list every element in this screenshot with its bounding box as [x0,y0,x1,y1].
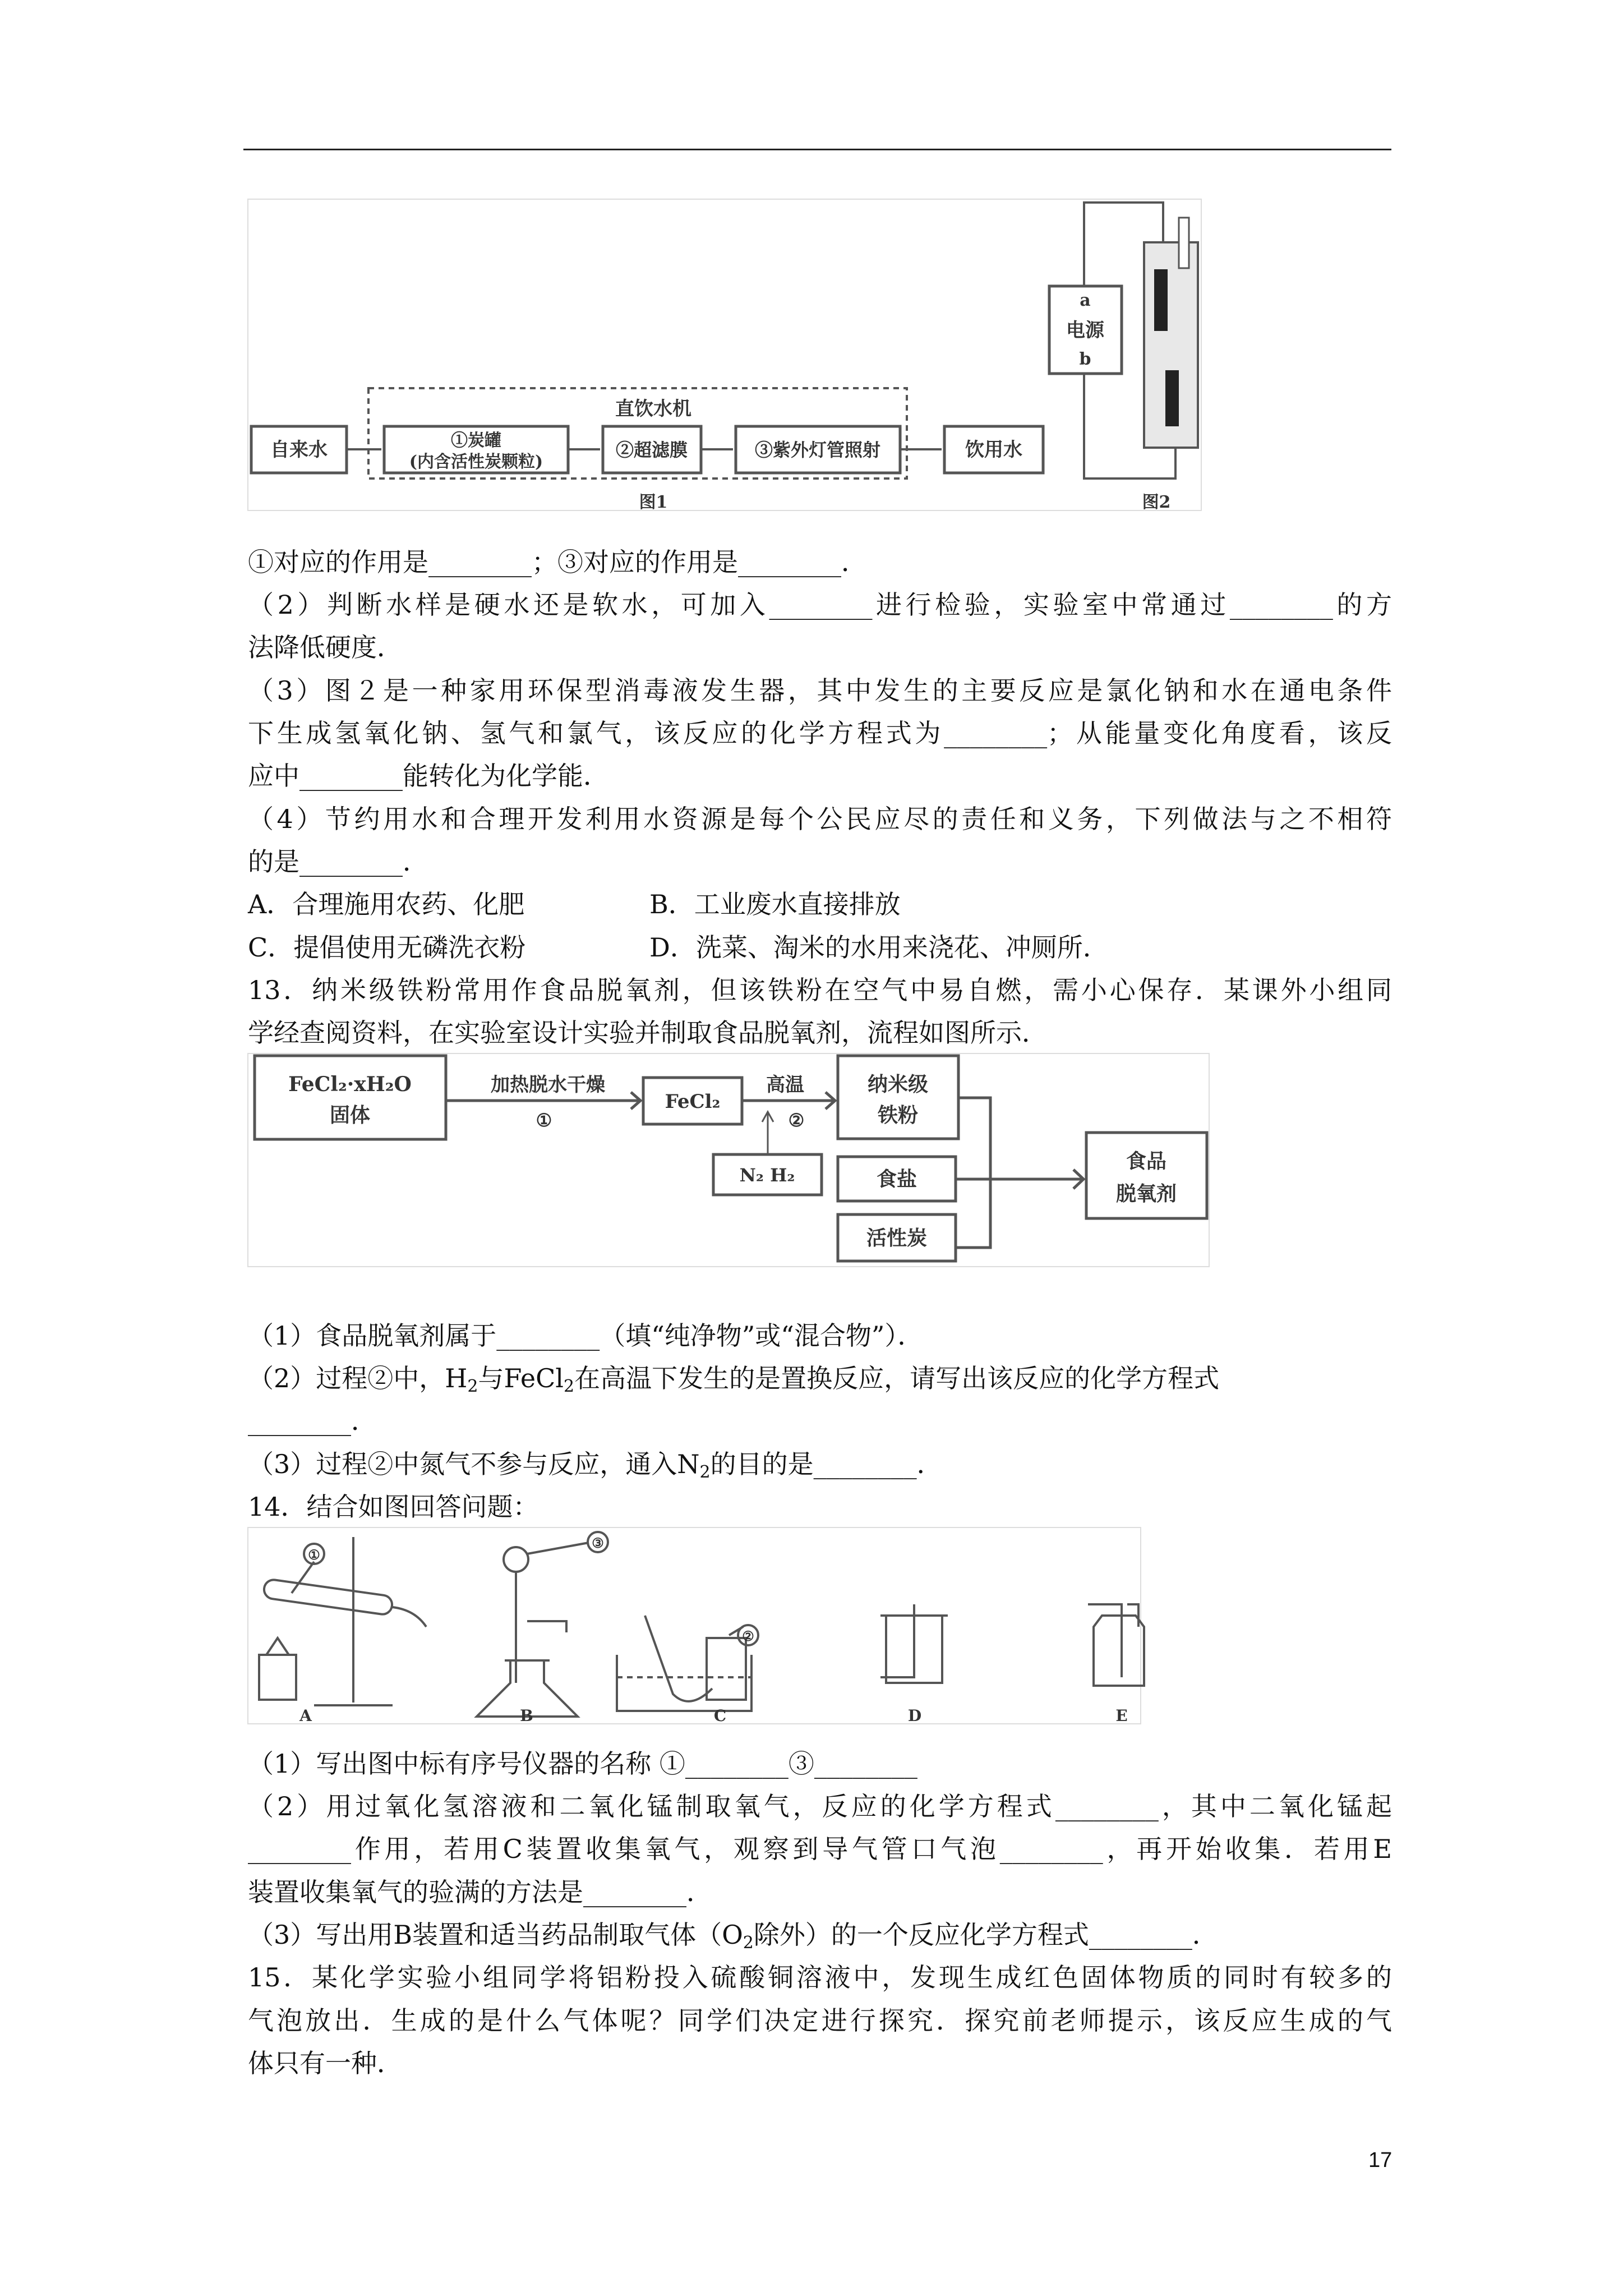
figure-frame [248,1527,1141,1724]
option-c: C．提倡使用无磷洗衣粉 [248,932,526,963]
q14-part2-cont: ________作用，若用C装置收集氧气，观察到导气管口气泡________，再开始收集．若用E [248,1834,1392,1864]
label-d: D [907,1706,922,1725]
power-terminal-a: a [1080,291,1091,310]
step1-label: 加热脱水干燥 [491,1074,605,1096]
subscript: 2 [699,1462,711,1482]
q12-part4: （4）节约用水和合理开发利用水资源是每个公民应尽的责任和义务，下列做法与之不相符 [248,804,1392,834]
gas-label: N₂ H₂ [739,1165,795,1186]
q12-part3: （3）图２是一种家用环保型消毒液发生器，其中发生的主要反应是氯化钠和水在通电条件 [248,675,1392,706]
tap-label: 自来水 [270,439,328,461]
subscript: 2 [564,1377,575,1396]
source-state: 固体 [329,1103,371,1127]
label-c: C [713,1706,727,1725]
q14-part3 [248,1918,1218,1952]
q13-part1: （1）食品脱氧剂属于________（填“纯净物”或“混合物”）． [248,1320,924,1351]
step1-note: (内含活性炭颗粒) [409,452,543,472]
apparatus-b [477,1532,608,1717]
q15-stem-cont: 体只有一种． [248,2048,403,2078]
q12-part2: （2）判断水样是硬水还是软水，可加入________进行检验，实验室中常通过________的方 [248,590,1392,620]
q12-part4-cont: 的是________． [248,846,428,877]
q13-stem: 13．纳米级铁粉常用作食品脱氧剂，但该铁粉在空气中易自燃，需小心保存．某课外小组同 [248,975,1392,1005]
marker-3: ③ [592,1535,604,1551]
q14-part1: （1）写出图中标有序号仪器的名称 ①________③________ [248,1749,917,1779]
subscript: 2 [467,1377,478,1396]
nano-iron-label-2: 铁粉 [877,1103,919,1127]
label-e: E [1115,1706,1128,1725]
step2-label: ②超滤膜 [615,439,688,461]
step1-label: ①炭罐 [451,431,501,450]
q14-stem: 14．结合如图回答问题： [248,1492,539,1522]
step3-label: ③紫外灯管照射 [754,439,881,461]
text: 的目的是________． [710,1449,943,1479]
fecl2-label: FeCl₂ [665,1091,721,1113]
text: （2）过程②中，H [248,1363,468,1393]
q15-stem: 15．某化学实验小组同学将铝粉投入硫酸铜溶液中，发现生成红色固体物质的同时有较多的 [248,1962,1392,1993]
subscript: 2 [743,1933,754,1953]
text: 与FeCl [478,1363,564,1393]
step1-number: ① [536,1110,552,1131]
source-formula: FeCl₂·xH₂O [288,1073,412,1096]
apparatus-e [1088,1604,1144,1686]
carbon-label: 活性炭 [866,1226,928,1250]
q12-part2-cont: 法降低硬度． [248,632,403,662]
q13-stem-cont: 学经查阅资料，在实验室设计实验并制取食品脱氧剂，流程如图所示． [248,1018,1048,1048]
q14-part2-cont: 装置收集氧气的验满的方法是________． [248,1877,712,1907]
apparatus-c [617,1616,758,1711]
product-label: 食品 [1126,1149,1167,1173]
q12-line: ①对应的作用是________；③对应的作用是________． [248,547,867,577]
option-a: A．合理施用农药、化肥 [248,889,525,919]
marker-1: ① [308,1547,320,1563]
q13-part2-cont: ________． [248,1406,377,1436]
nano-iron-label: 纳米级 [867,1073,929,1096]
q12-part3-cont: 下生成氢氧化钠、氢气和氯气，该反应的化学方程式为________；从能量变化角度看，该反 [248,718,1392,748]
text: 除外）的一个反应化学方程式________． [753,1920,1218,1950]
marker-2: ② [742,1628,754,1644]
power-terminal-b: b [1079,349,1091,369]
text: 在高温下发生的是置换反应，请写出该反应的化学方程式 [574,1363,1220,1393]
option-b: B．工业废水直接排放 [649,889,901,919]
text: （3）写出用B装置和适当药品制取气体（O [248,1920,743,1950]
figure-1-caption: 图1 [639,493,668,512]
product-label-2: 脱氧剂 [1115,1182,1177,1205]
label-b: B [520,1706,533,1725]
figure-2-caption: 图2 [1142,493,1171,512]
step2-number: ② [788,1110,805,1131]
power-label: 电源 [1066,319,1104,342]
page-number: 17 [1368,2148,1393,2172]
step2-label: 高温 [766,1074,804,1096]
label-a: A [299,1706,312,1725]
machine-label: 直饮水机 [615,398,691,420]
apparatus-d [880,1604,948,1683]
salt-label: 食盐 [876,1167,917,1191]
q15-stem-cont: 气泡放出．生成的是什么气体呢？同学们决定进行探究．探究前老师提示，该反应生成的气 [248,2005,1392,2036]
q12-part3-cont: 应中________能转化为化学能． [248,761,609,791]
q14-part2: （2）用过氧化氢溶液和二氧化锰制取氧气，反应的化学方程式________，其中二氧化锰起 [248,1791,1392,1821]
text: （3）过程②中氮气不参与反应，通入N [248,1449,700,1479]
option-d: D．洗菜、淘米的水用来浇花、冲厕所． [649,932,1109,963]
apparatus-a [259,1537,426,1705]
drink-label: 饮用水 [965,439,1022,461]
